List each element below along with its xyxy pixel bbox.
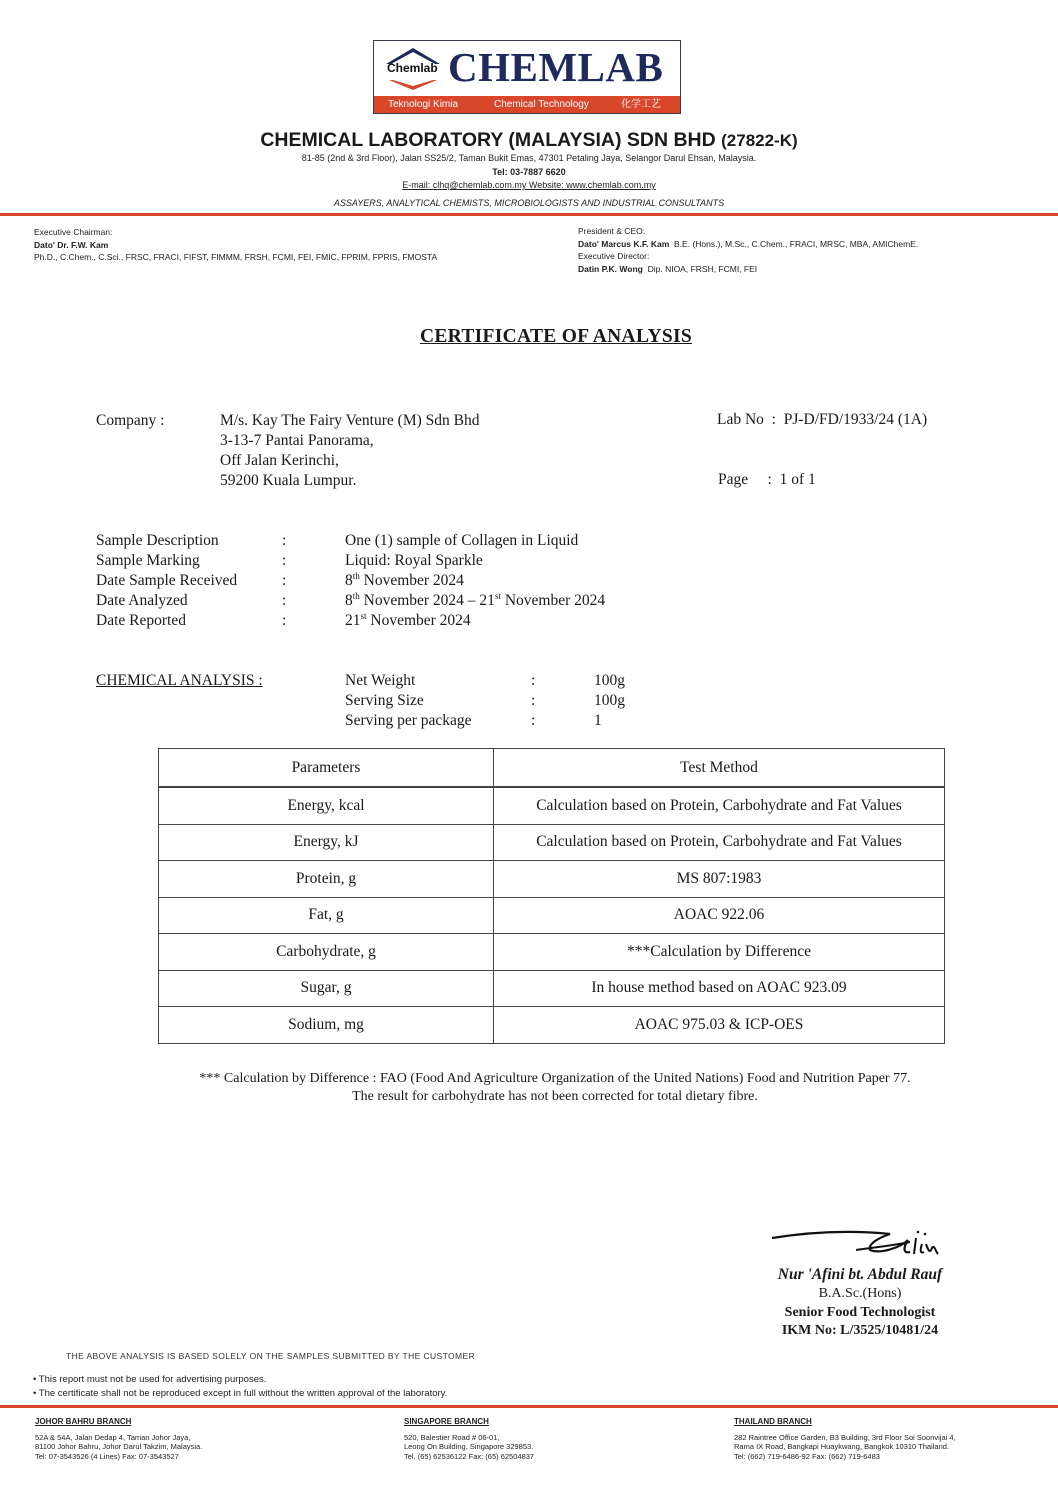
page-value: 1 of 1 <box>779 471 816 488</box>
branch-johor-bahru <box>35 1417 202 1461</box>
test-method-cell: MS 807:1983 <box>494 861 945 898</box>
company-label: Company : <box>96 412 165 429</box>
customer-address-line: 59200 Kuala Lumpur. <box>220 472 357 489</box>
exec-chairman-role: Executive Chairman: <box>34 227 113 237</box>
page-label: Page <box>718 471 749 488</box>
exec-ceo-name: Dato' Marcus K.F. Kam <box>578 238 670 249</box>
sample-marking-value: Liquid: Royal Sparkle <box>345 552 483 569</box>
servings-per-package-value: 1 <box>594 712 602 729</box>
logo-band-chinese: 化学工艺 <box>621 99 661 110</box>
chemical-analysis-values <box>594 671 625 731</box>
chemical-analysis-labels <box>345 671 472 731</box>
net-weight-label: Net Weight <box>345 672 416 689</box>
company-address-block <box>220 411 479 491</box>
exec-ceo-qualifications: B.E. (Hons.), M.Sc., C.Chem., FRACI, MRSC, MBA, AMIChemE. <box>674 238 919 249</box>
serving-size-value: 100g <box>594 692 625 709</box>
chemlab-logo <box>373 40 681 114</box>
branch-address-line: Leong On Building, Singapore 329853. <box>404 1442 534 1451</box>
logo-wordmark: CHEMLAB <box>448 44 664 90</box>
sample-description-value: One (1) sample of Collagen in Liquid <box>345 532 579 549</box>
table-row <box>159 861 945 898</box>
parameter-cell: Carbohydrate, g <box>159 934 494 971</box>
branch-singapore <box>404 1417 534 1461</box>
servings-per-package-label: Serving per package <box>345 712 472 729</box>
branch-address-line: 282 Raintree Office Garden, B3 Building, 3rd Floor Soi Soonvijai 4, <box>734 1432 956 1442</box>
header-divider <box>0 213 1058 216</box>
branch-address-line: 81100 Johor Bahru, Johor Darul Takzim, Malaysia. <box>35 1442 203 1451</box>
note-advertising: • This report must not be used for advertising purposes. <box>33 1374 267 1385</box>
logo-band <box>374 96 680 113</box>
footnote-carbohydrate: The result for carbohydrate has not been corrected for total dietary fibre. <box>352 1089 758 1104</box>
test-method-cell: ***Calculation by Difference <box>494 934 945 971</box>
company-contact[interactable]: E-mail: clhq@chemlab.com.my Website: www.chemlab.com.my <box>402 180 656 190</box>
chemical-analysis-colons: : : : <box>531 672 536 729</box>
header-test-method: Test Method <box>494 749 945 788</box>
exec-director-qualifications: Dip. NIOA, FRSH, FCMI, FEI <box>647 263 758 274</box>
logo-band-malay: Teknologi Kimia <box>388 99 459 110</box>
table-row <box>159 1007 945 1044</box>
page-number: Page : 1 of 1 <box>718 471 816 488</box>
table-row <box>159 970 945 1007</box>
parameter-cell: Protein, g <box>159 861 494 898</box>
signatory-title: Senior Food Technologist <box>784 1305 936 1320</box>
test-method-cell: Calculation based on Protein, Carbohydrate and Fat Values <box>494 787 945 824</box>
exec-ceo-role: President & CEO: <box>578 226 646 236</box>
company-tel: Tel: 03-7887 6620 <box>492 167 566 177</box>
branch-address-line: Rama IX Road, Bangkapi Huaykwang, Bangkok 10310 Thailand. <box>734 1442 949 1451</box>
footer-divider <box>0 1405 1058 1408</box>
signatory-qualification: B.A.Sc.(Hons) <box>818 1286 902 1301</box>
branch-name: THAILAND BRANCH <box>734 1417 812 1426</box>
footnote-calculation: *** Calculation by Difference : FAO (Food And Agriculture Organization of the United Nations) Food and Nutrition Paper 77. <box>199 1071 911 1086</box>
table-row <box>159 824 945 861</box>
exec-director-role: Executive Director: <box>578 251 650 261</box>
parameter-cell: Energy, kcal <box>159 787 494 824</box>
signatory-ikm-number: IKM No: L/3525/10481/24 <box>781 1323 939 1338</box>
test-method-cell: AOAC 975.03 & ICP-OES <box>494 1007 945 1044</box>
date-received-value: 8th November 2024 <box>345 571 464 589</box>
test-method-cell: Calculation based on Protein, Carbohydrate and Fat Values <box>494 824 945 861</box>
date-reported-label: Date Reported <box>96 612 186 629</box>
date-analyzed-value: 8th November 2024 – 21st November 2024 <box>345 591 606 609</box>
signature-icon <box>770 1224 960 1264</box>
parameter-cell: Energy, kJ <box>159 824 494 861</box>
company-name-text: CHEMICAL LABORATORY (MALAYSIA) SDN BHD <box>260 129 716 151</box>
usage-notes <box>33 1373 447 1401</box>
lab-number: Lab No : PJ-D/FD/1933/24 (1A) <box>717 411 928 428</box>
note-reproduction: • The certificate shall not be reproduced except in full without the written approval of the laboratory. <box>33 1388 448 1399</box>
company-reg-no: (27822-K) <box>721 131 798 150</box>
branch-address-line: 520, Balestier Road # 06-01, <box>404 1432 500 1442</box>
branch-contact-line: Tel. (65) 62536122 Fax: (65) 62504837 <box>404 1451 535 1461</box>
table-row <box>159 897 945 934</box>
chemical-analysis-heading: CHEMICAL ANALYSIS : <box>96 672 263 689</box>
table-row <box>159 934 945 971</box>
test-method-cell: AOAC 922.06 <box>494 897 945 934</box>
branch-name: JOHOR BAHRU BRANCH <box>35 1417 132 1426</box>
sample-colons: : : : : : <box>282 532 287 629</box>
disclaimer: THE ABOVE ANALYSIS IS BASED SOLELY ON THE SAMPLES SUBMITTED BY THE CUSTOMER <box>66 1351 476 1361</box>
company-address: 81-85 (2nd & 3rd Floor), Jalan SS25/2, Taman Bukit Emas, 47301 Petaling Jaya, Selangor Darul Ehsan, Malaysia. <box>301 153 757 163</box>
lab-no-value: PJ-D/FD/1933/24 (1A) <box>783 411 928 428</box>
company-name <box>0 129 1058 152</box>
branch-address-line: 52A & 54A, Jalan Dedap 4, Taman Johor Jaya, <box>35 1432 191 1442</box>
logo-emblem-text: Chemlab <box>387 61 438 75</box>
net-weight-value: 100g <box>594 672 625 689</box>
exec-director-name: Datin P.K. Wong <box>578 263 643 274</box>
header-parameters: Parameters <box>159 749 494 788</box>
customer-name: M/s. Kay The Fairy Venture (M) Sdn Bhd <box>220 412 480 429</box>
executive-chairman-block <box>34 226 437 264</box>
table-header-row <box>159 749 945 788</box>
executive-directors-block <box>578 225 918 275</box>
parameter-cell: Fat, g <box>159 897 494 934</box>
date-analyzed-label: Date Analyzed <box>96 592 188 609</box>
branch-thailand <box>734 1417 956 1461</box>
branch-contact-line: Tel: 07-3543526 (4 Lines) Fax: 07-3543527 <box>35 1451 179 1461</box>
parameters-table <box>158 748 945 1044</box>
table-row <box>159 787 945 824</box>
sample-field-values <box>345 531 605 631</box>
sample-marking-label: Sample Marking <box>96 552 200 569</box>
date-reported-value: 21st November 2024 <box>345 611 471 629</box>
lab-no-label: Lab No <box>717 411 764 428</box>
branch-contact-line: Tel: (662) 719-6486-92 Fax: (662) 719-6483 <box>734 1451 880 1461</box>
test-method-cell: In house method based on AOAC 923.09 <box>494 970 945 1007</box>
customer-address-line: 3-13-7 Pantai Panorama, <box>220 432 374 449</box>
certificate-title: CERTIFICATE OF ANALYSIS <box>419 326 693 347</box>
signatory-name: Nur 'Afini bt. Abdul Rauf <box>777 1266 943 1283</box>
logo-band-english: Chemical Technology <box>494 99 589 110</box>
exec-chairman-name: Dato' Dr. F.W. Kam <box>34 239 109 250</box>
sample-field-labels <box>96 531 237 631</box>
company-tagline: ASSAYERS, ANALYTICAL CHEMISTS, MICROBIOLOGISTS AND INDUSTRIAL CONSULTANTS <box>333 198 725 208</box>
sample-description-label: Sample Description <box>96 532 219 549</box>
exec-chairman-qualifications: Ph.D., C.Chem., C.Sci., FRSC, FRACI, FIFST, FIMMM, FRSH, FCMI, FEI, FMIC, FPRIM, FPRIS, FMOSTA <box>34 252 438 262</box>
date-received-label: Date Sample Received <box>96 572 238 589</box>
parameter-cell: Sugar, g <box>159 970 494 1007</box>
parameter-cell: Sodium, mg <box>159 1007 494 1044</box>
customer-address-line: Off Jalan Kerinchi, <box>220 452 339 469</box>
serving-size-label: Serving Size <box>345 692 424 709</box>
branch-name: SINGAPORE BRANCH <box>404 1417 489 1426</box>
